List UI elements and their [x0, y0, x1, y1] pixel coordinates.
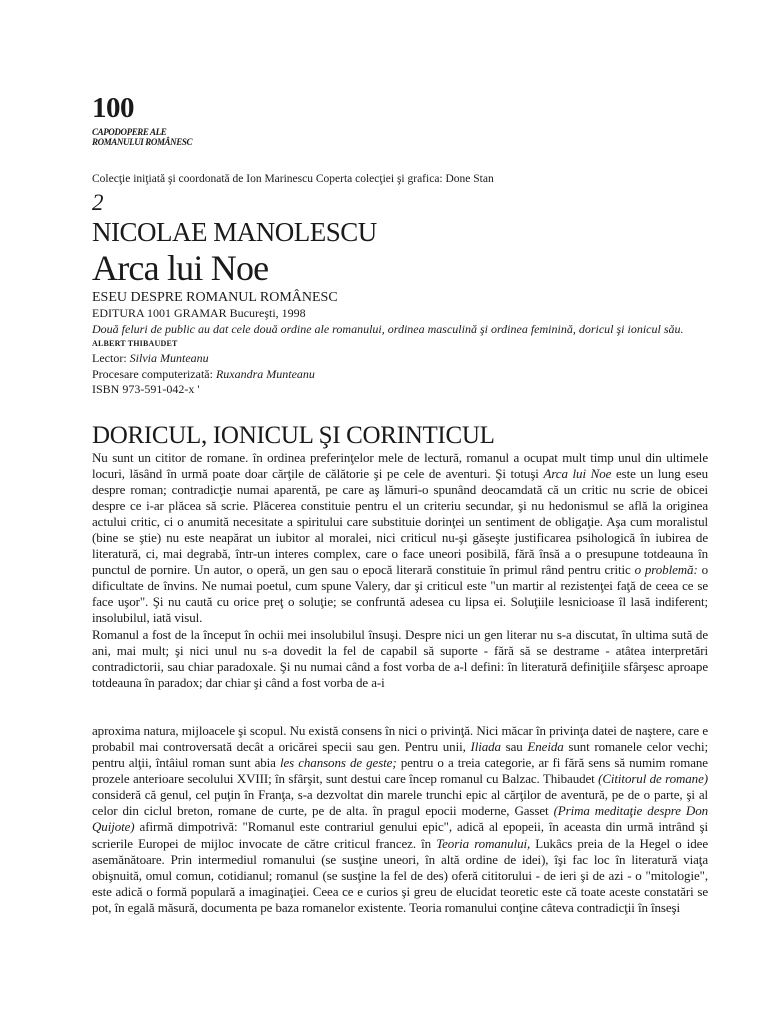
volume-number: 2 — [92, 190, 104, 215]
lector-line — [92, 351, 708, 367]
paragraph-3 — [92, 723, 708, 916]
collection-credits: Colecţie iniţiată şi coordonată de Ion Marinescu Coperta colecţiei şi grafica: Done Stan — [92, 173, 494, 185]
publisher-line — [92, 306, 708, 322]
book-subtitle: ESEU DESPRE ROMANUL ROMÂNESC — [92, 290, 338, 305]
italic-run: Iliada — [470, 739, 501, 754]
series-subtitle-line1: CAPODOPERE ALE — [92, 127, 167, 137]
paragraph-1 — [92, 450, 708, 627]
italic-run: (Cititorul de romane) — [598, 771, 708, 787]
text-run: sau — [500, 739, 528, 754]
procesare-label: Procesare computerizată: — [92, 366, 216, 381]
italic-run: les chansons de geste; — [279, 755, 397, 771]
chapter-title: DORICUL, IONICUL ŞI CORINTICUL — [92, 421, 495, 449]
text-run: este un lung eseu despre roman; contradicţie numai aparentă, pe care aş lămuri-o spunând deocamdată că un critic nu scrie de obicei despre ce i-ar plăcea să scrie. Plăcerea constituie pentru el un criteriu secundar, şi nu hedonismul se află la originea actului critic, ci o anumită necesitate a spiritului care substituie dorinţei un sentiment de obligaţie. Aşa cum moralistul (bine se ştie) nu este neapărat un iubitor al moralei, nici criticul nu-şi găseşte justificarea psihologică în iubirea de literatură, ci, mai degrabă, într-un interes complex, care o face uneori posibilă, fără însă a o presupune totdeauna în punctul de pornire. Un autor, o operă, un gen sau o epocă literară constituie în primul rând pentru critic — [92, 465, 708, 578]
text-run: aproxima natura, mijloacele şi scopul. Nu există consens în nici o privinţă. Nici măcar în privinţa datei de naştere, care e probabil mai controversată decât a oricărei specii sau gen. Pentru unii, — [92, 722, 708, 754]
italic-run: Eneida — [527, 739, 564, 754]
author-name: NICOLAE MANOLESCU — [92, 217, 377, 247]
series-subtitle-line2: ROMANULUI ROMÂNESC — [92, 137, 193, 147]
italic-run: Arca lui Noe — [543, 465, 612, 481]
procesare-line — [92, 367, 708, 383]
italic-run: Teoria romanului, — [436, 835, 531, 851]
lector-name: Silvia Munteanu — [129, 351, 209, 365]
text-run: Nu sunt un cititor de romane. în ordinea preferinţelor mele de lectură, romanul a ocupat mult timp unul din ultimele locuri, lăsând în urmă poate doar cărţile de călătorie şi pe cele de aventuri. Şi totuşi — [92, 449, 708, 481]
procesare-name: Ruxandra Munteanu — [215, 366, 315, 381]
text-run: pentru o a treia categorie, ar fi fără sens să numim romane prozele anterioare secolului XVIII; în sfârşit, sunt destui care încep romanul cu Balzac. Thibaudet — [92, 755, 708, 787]
text-run: sunt romanele celor vechi; pentru alţii, întâiul roman sunt abia — [92, 739, 708, 771]
series-number: 100 — [92, 92, 134, 124]
document-page — [92, 92, 708, 916]
series-subtitle — [92, 127, 708, 147]
italic-run: o problemă: — [634, 562, 698, 578]
text-run: o dificultate de învins. Ne numai poetul, cum spune Valery, dar şi criticul este "un martir al rezistenţei faţă de ceea ce se face uşor". Şi nu caută cu orice preţ o soluţie; se confruntă adesea cu lipsa ei. Soluţiile lesnicioase îl lasă indiferent; insolubilul, iată visul. — [92, 562, 708, 626]
page-gap — [92, 691, 708, 723]
publisher-name: EDITURA 1001 GRAMAR — [92, 306, 227, 320]
italic-run: (Prima meditaţie despre Don Quijote) — [92, 803, 708, 835]
text-run: afirmă dimpotrivă: "Romanul este contrariul genului epic", adică al epopeii, în aceasta din urmă intrând şi scrierile Europei de mijloc invocate de către criticul francez. în — [92, 819, 708, 851]
isbn: ISBN 973-591-042-x ' — [92, 382, 200, 396]
publisher-place-year: Bucureşti, 1998 — [226, 306, 306, 320]
lector-label: Lector: — [92, 351, 130, 365]
paragraph-2: Romanul a fost de la început în ochii mei insolubilul însuşi. Despre nici un gen literar nu s-a discutat, în ultima sută de ani, mai mult; şi nici unul nu s-a dovedit la fel de capabil să suporte - fără să se destrame - atâtea interpretări contradictorii, sau chiar paradoxale. Şi nu numai când a fost vorba de a-l defini: în literatură definiţiile sfârşesc aproape totdeauna în paradox; dar chiar şi când a fost vorba de a-i — [92, 626, 708, 690]
text-run: consideră că genul, cel puţin în Franţa, s-a dezvoltat din marele trunchi epic al cărţilor de aventură, pe de o parte, şi al celor din ciclul breton, romane de curte, pe de alta. în pragul epocii moderne, Gasset — [92, 787, 708, 819]
text-run: Lukâcs preia de la Hegel o idee asemănătoare. Prin intermediul romanului (se susţine uneori, în altă ordine de idei), îşi fac loc în literatură viaţa obişnuită, omul comun, cotidianul; romanul (se susţine la fel de des) oferă cititorului - de ieri şi de azi - o "mitologie", este adică o formă populară a imaginaţiei. Ceea ce e curios şi greu de elucidat teoretic este că toate aceste constatări se pot, în egală măsură, documenta pe baza romanelor existente. Teoria romanului conţine câteva contradicţii în înseşi — [92, 835, 709, 915]
motto-author: ALBERT THIBAUDET — [92, 339, 178, 348]
motto-text: Două feluri de public au dat cele două ordine ale romanului, ordinea masculină şi ordinea feminină, doricul şi ionicul său. — [92, 321, 684, 336]
book-title: Arca lui Noe — [92, 248, 269, 288]
